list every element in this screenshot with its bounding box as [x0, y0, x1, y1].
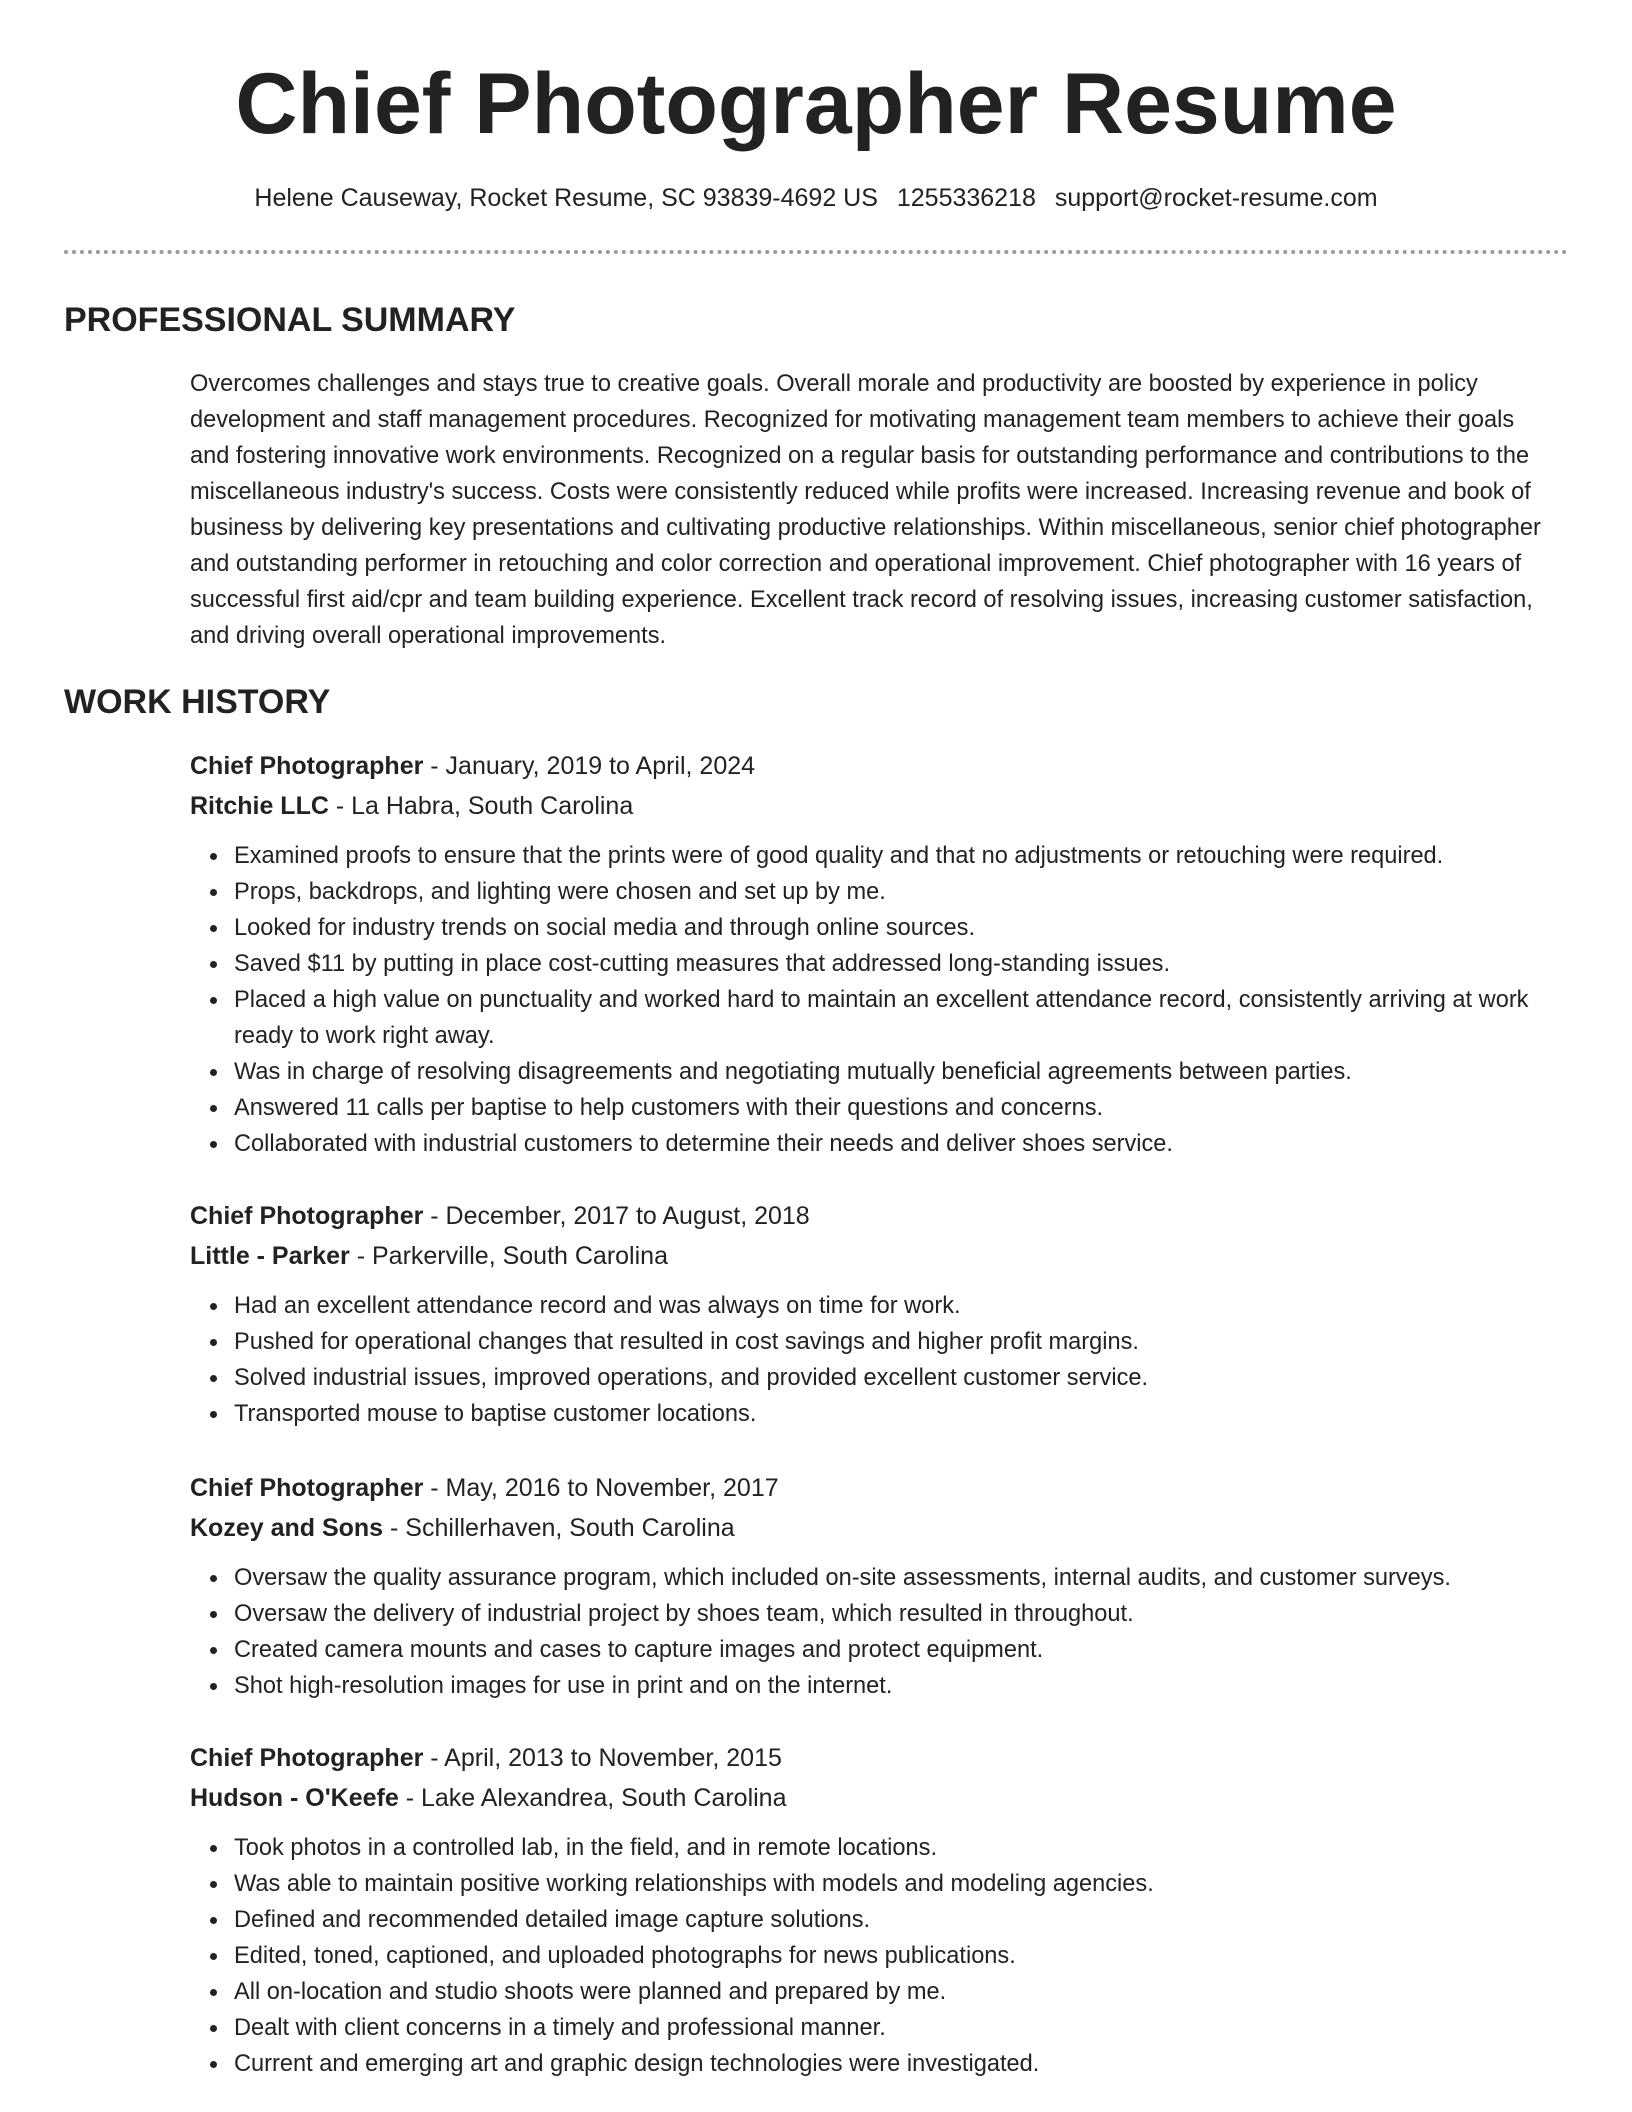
list-item: Transported mouse to baptise customer locations. — [234, 1396, 1560, 1432]
job-dates: - January, 2019 to April, 2024 — [423, 752, 756, 780]
job-company: Little - Parker — [190, 1242, 350, 1270]
job-company-line — [190, 786, 1560, 826]
job-title-line — [190, 1738, 1560, 1778]
job-bullets — [190, 1288, 1560, 1432]
job-bullets — [190, 838, 1560, 1162]
list-item: Edited, toned, captioned, and uploaded photographs for news publications. — [234, 1938, 1560, 1974]
job-company-line — [190, 1236, 1560, 1276]
contact-address: Helene Causeway, Rocket Resume, SC 93839-4692 US — [254, 184, 878, 212]
header-divider — [64, 250, 1568, 254]
list-item: Dealt with client concerns in a timely and professional manner. — [234, 2010, 1560, 2046]
contact-line — [0, 182, 1632, 214]
list-item: Answered 11 calls per baptise to help customers with their questions and concerns. — [234, 1090, 1560, 1126]
list-item: All on-location and studio shoots were planned and prepared by me. — [234, 1974, 1560, 2010]
job-bullets — [190, 1830, 1560, 2082]
list-item: Oversaw the quality assurance program, which included on-site assessments, internal audits, and customer surveys. — [234, 1560, 1560, 1596]
work-history-heading: WORK HISTORY — [64, 683, 331, 721]
list-item: Collaborated with industrial customers to determine their needs and deliver shoes service. — [234, 1126, 1560, 1162]
list-item: Defined and recommended detailed image capture solutions. — [234, 1902, 1560, 1938]
job-company-line — [190, 1778, 1560, 1818]
job-location: - Parkerville, South Carolina — [349, 1242, 668, 1270]
list-item: Took photos in a controlled lab, in the field, and in remote locations. — [234, 1830, 1560, 1866]
list-item: Shot high-resolution images for use in print and on the internet. — [234, 1668, 1560, 1704]
job-company: Hudson - O'Keefe — [190, 1784, 399, 1812]
job-title: Chief Photographer — [190, 1474, 424, 1502]
job-title: Chief Photographer — [190, 1202, 424, 1230]
job-company: Kozey and Sons — [190, 1514, 384, 1542]
page-title: Chief Photographer Resume — [235, 56, 1397, 152]
job-dates: - December, 2017 to August, 2018 — [423, 1202, 810, 1230]
job-entry — [190, 1738, 1560, 2082]
contact-phone: 1255336218 — [896, 184, 1036, 212]
contact-email: support@rocket-resume.com — [1054, 184, 1378, 212]
job-location: - Schillerhaven, South Carolina — [383, 1514, 735, 1542]
job-location: - La Habra, South Carolina — [328, 792, 634, 820]
list-item: Had an excellent attendance record and was always on time for work. — [234, 1288, 1560, 1324]
job-title-line — [190, 746, 1560, 786]
summary-text: Overcomes challenges and stays true to creative goals. Overall morale and productivity are boosted by experience in policy development and staff management procedures. Recognized for motivating management team members to achieve their goals and fostering innovative work environments. Recognized on a regular basis for outstanding performance and contributions to the miscellaneous industry's success. Costs were consistently reduced while profits were increased. Increasing revenue and book of business by delivering key presentations and cultivating productive relationships. Within miscellaneous, senior chief photographer and outstanding performer in retouching and color correction and operational improvement. Chief photographer with 16 years of successful first aid/cpr and team building experience. Excellent track record of resolving issues, increasing customer satisfaction, and driving overall operational improvements. — [190, 371, 1541, 649]
job-company-line — [190, 1508, 1560, 1548]
job-company: Ritchie LLC — [190, 792, 329, 820]
list-item: Was able to maintain positive working relationships with models and modeling agencies. — [234, 1866, 1560, 1902]
job-bullets — [190, 1560, 1560, 1704]
list-item: Props, backdrops, and lighting were chosen and set up by me. — [234, 874, 1560, 910]
list-item: Placed a high value on punctuality and worked hard to maintain an excellent attendance record, consistently arriving at work ready to work right away. — [234, 982, 1560, 1054]
summary-heading: PROFESSIONAL SUMMARY — [64, 301, 516, 339]
list-item: Current and emerging art and graphic design technologies were investigated. — [234, 2046, 1560, 2082]
list-item: Pushed for operational changes that resulted in cost savings and higher profit margins. — [234, 1324, 1560, 1360]
job-title-line — [190, 1468, 1560, 1508]
job-title-line — [190, 1196, 1560, 1236]
list-item: Oversaw the delivery of industrial project by shoes team, which resulted in throughout. — [234, 1596, 1560, 1632]
job-title: Chief Photographer — [190, 1744, 424, 1772]
job-title: Chief Photographer — [190, 752, 424, 780]
list-item: Saved $11 by putting in place cost-cutting measures that addressed long-standing issues. — [234, 946, 1560, 982]
list-item: Created camera mounts and cases to capture images and protect equipment. — [234, 1632, 1560, 1668]
list-item: Looked for industry trends on social media and through online sources. — [234, 910, 1560, 946]
list-item: Examined proofs to ensure that the prints were of good quality and that no adjustments or retouching were required. — [234, 838, 1560, 874]
job-dates: - May, 2016 to November, 2017 — [423, 1474, 779, 1502]
job-entry — [190, 1468, 1560, 1704]
list-item: Was in charge of resolving disagreements and negotiating mutually beneficial agreements between parties. — [234, 1054, 1560, 1090]
job-dates: - April, 2013 to November, 2015 — [423, 1744, 782, 1772]
job-entry — [190, 746, 1560, 1162]
list-item: Solved industrial issues, improved operations, and provided excellent customer service. — [234, 1360, 1560, 1396]
job-entry — [190, 1196, 1560, 1432]
job-location: - Lake Alexandrea, South Carolina — [398, 1784, 787, 1812]
